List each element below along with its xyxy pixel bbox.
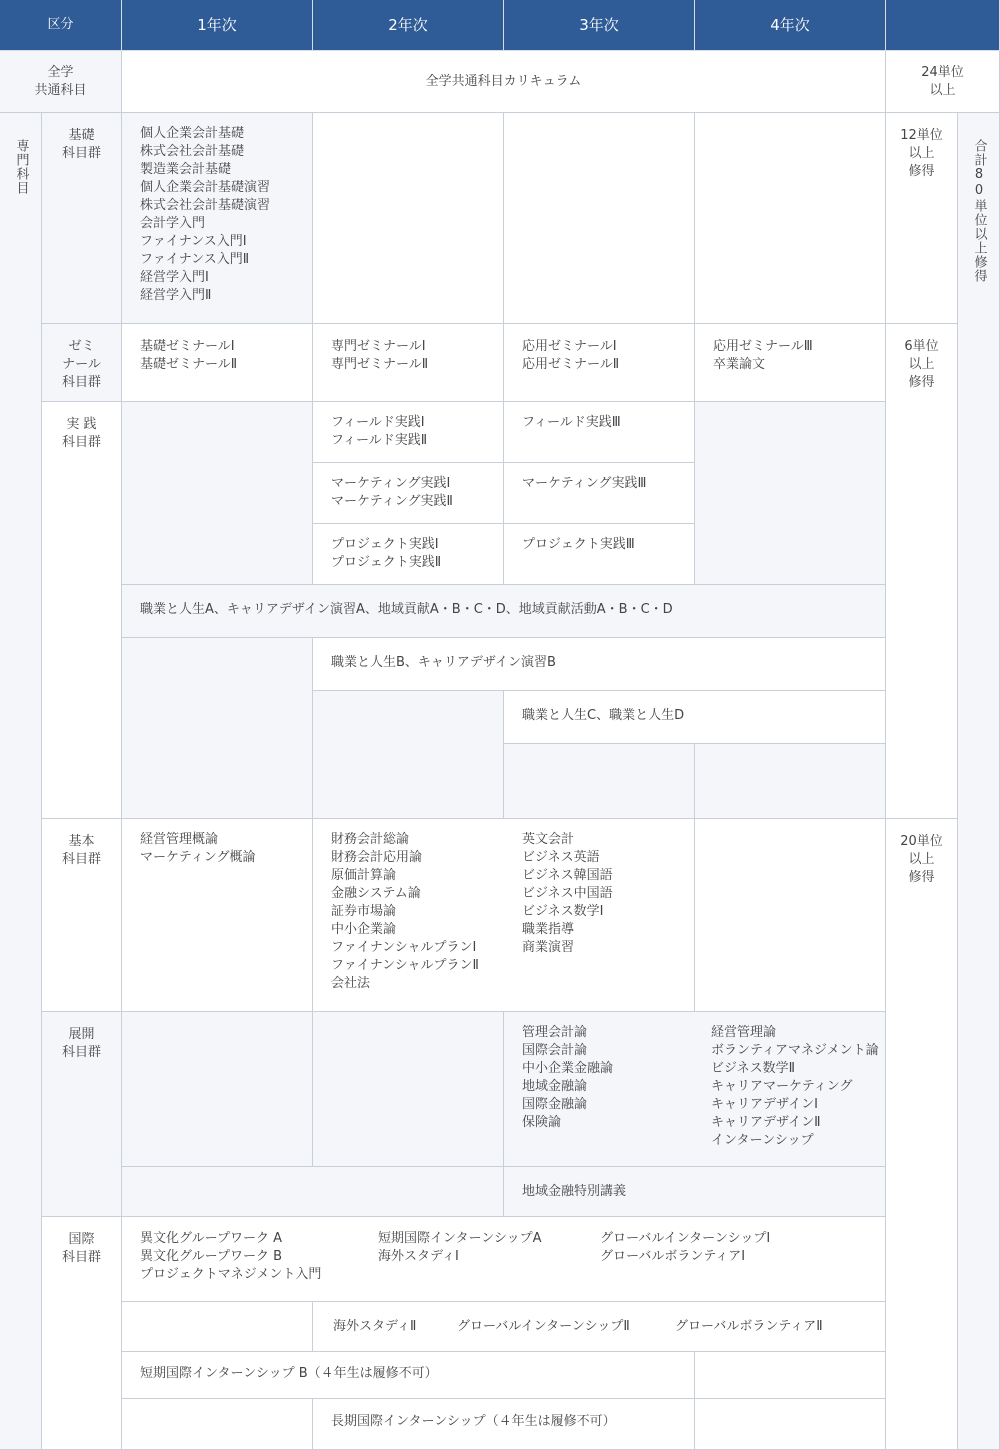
kiso-credits: 12単位 以上 修得 <box>886 113 958 324</box>
kiso-year-3 <box>504 113 695 324</box>
header-year-4: 4年次 <box>695 0 886 51</box>
jissen-year-3-empty <box>504 744 695 819</box>
kokusai-label: 国際 科目群 <box>42 1217 122 1450</box>
jissen-marketing-year-2: マーケティング実践Ⅰ マーケティング実践Ⅱ <box>313 463 504 524</box>
header-year-3: 3年次 <box>504 0 695 51</box>
tenkai-year-3: 管理会計論 国際会計論 中小企業金融論 地域金融論 国際金融論 保険論 <box>504 1012 695 1167</box>
jissen-career-year-2: 職業と人生B、キャリアデザイン演習B <box>313 638 886 691</box>
kokusai-row-1 <box>122 1217 886 1302</box>
common-credits: 24単位 以上 <box>886 51 1000 113</box>
header-credits <box>886 0 1000 51</box>
kokusai-long-year-4 <box>695 1399 886 1450</box>
kokusai-row2-c: グローバルボランティアⅡ <box>675 1319 823 1334</box>
jissen-year-1-empty <box>122 402 313 585</box>
kokusai-row2-a: 海外スタディⅡ <box>333 1319 417 1334</box>
seminar-label: ゼミ ナール 科目群 <box>42 324 122 402</box>
tenkai-special: 地域金融特別講義 <box>504 1167 886 1217</box>
kokusai-row2-b: グローバルインターンシップⅡ <box>457 1319 630 1334</box>
jissen-project-year-3: プロジェクト実践Ⅲ <box>504 524 695 585</box>
kiso-year-4 <box>695 113 886 324</box>
kiso-year-2 <box>313 113 504 324</box>
header-kubun: 区分 <box>0 0 122 51</box>
kihon-label: 基本 科目群 <box>42 819 122 1012</box>
jissen-career-year-1-empty <box>122 638 313 819</box>
kokusai-col-a: 異文化グループワーク A 異文化グループワーク B プロジェクトマネジメント入門 <box>140 1231 322 1282</box>
jissen-marketing-year-3: マーケティング実践Ⅲ <box>504 463 695 524</box>
kiso-year-1: 個人企業会計基礎 株式会社会計基礎 製造業会計基礎 個人企業会計基礎演習 株式会社会計基礎演習 会計学入門 ファイナンス入門Ⅰ ファイナンス入門Ⅱ 経営学入門Ⅰ 経営学入門Ⅱ <box>122 113 313 324</box>
tenkai-year-4: 経営管理論 ボランティアマネジメント論 ビジネス数学Ⅱ キャリアマーケティング キャリアデザインⅠ キャリアデザインⅡ インターンシップ <box>695 1012 886 1167</box>
jissen-career-all: 職業と人生A、キャリアデザイン演習A、地域貢献A・B・C・D、地域貢献活動A・B・C・D <box>122 585 886 638</box>
jissen-career-year-2-empty <box>313 691 504 819</box>
kokusai-col-b: 短期国際インターンシップA 海外スタディⅠ <box>378 1231 542 1264</box>
seminar-year-2: 専門ゼミナールⅠ 専門ゼミナールⅡ <box>313 324 504 402</box>
kokusai-long: 長期国際インターンシップ（４年生は履修不可） <box>313 1399 695 1450</box>
seminar-jissen-credits: 6単位 以上 修得 <box>886 324 958 819</box>
common-content: 全学共通科目カリキュラム <box>122 51 886 113</box>
seminar-year-3: 応用ゼミナールⅠ 応用ゼミナールⅡ <box>504 324 695 402</box>
jissen-career-year-3: 職業と人生C、職業と人生D <box>504 691 886 744</box>
jissen-field-year-3: フィールド実践Ⅲ <box>504 402 695 463</box>
tenkai-year-2 <box>313 1012 504 1167</box>
kokusai-col-c: グローバルインターンシップⅠ グローバルボランティアⅠ <box>600 1231 771 1264</box>
kihon-year-4 <box>695 819 886 1012</box>
tenkai-special-empty <box>122 1167 504 1217</box>
jissen-project-year-2: プロジェクト実践Ⅰ プロジェクト実践Ⅱ <box>313 524 504 585</box>
total-credits: 合計80単位以上修得 <box>958 113 1000 1450</box>
seminar-year-4: 応用ゼミナールⅢ 卒業論文 <box>695 324 886 402</box>
kokusai-short-b: 短期国際インターンシップ B（４年生は履修不可） <box>122 1352 695 1399</box>
kokusai-row-2-empty <box>122 1302 313 1352</box>
header-year-2: 2年次 <box>313 0 504 51</box>
header-year-1: 1年次 <box>122 0 313 51</box>
kihon-tenkai-kokusai-credits: 20単位 以上 修得 <box>886 819 958 1450</box>
tenkai-label: 展開 科目群 <box>42 1012 122 1217</box>
jissen-year-4-empty <box>695 402 886 585</box>
senmon-label: 専門科目 <box>0 113 42 1450</box>
kokusai-long-year-1 <box>122 1399 313 1450</box>
kiso-label: 基礎 科目群 <box>42 113 122 324</box>
common-label: 全学 共通科目 <box>0 51 122 113</box>
kihon-year-1: 経営管理概論 マーケティング概論 <box>122 819 313 1012</box>
kokusai-row-2 <box>313 1302 886 1352</box>
jissen-year-4-empty-bottom <box>695 744 886 819</box>
tenkai-year-1 <box>122 1012 313 1167</box>
kihon-year-2: 財務会計総論 財務会計応用論 原価計算論 金融システム論 証券市場論 中小企業論 ファイナンシャルプランⅠ ファイナンシャルプランⅡ 会社法 <box>313 819 504 1012</box>
kihon-year-3: 英文会計 ビジネス英語 ビジネス韓国語 ビジネス中国語 ビジネス数学Ⅰ 職業指導 商業演習 <box>504 819 695 1012</box>
seminar-year-1: 基礎ゼミナールⅠ 基礎ゼミナールⅡ <box>122 324 313 402</box>
jissen-label: 実 践 科目群 <box>42 402 122 819</box>
kokusai-short-b-year-4 <box>695 1352 886 1399</box>
jissen-field-year-2: フィールド実践Ⅰ フィールド実践Ⅱ <box>313 402 504 463</box>
